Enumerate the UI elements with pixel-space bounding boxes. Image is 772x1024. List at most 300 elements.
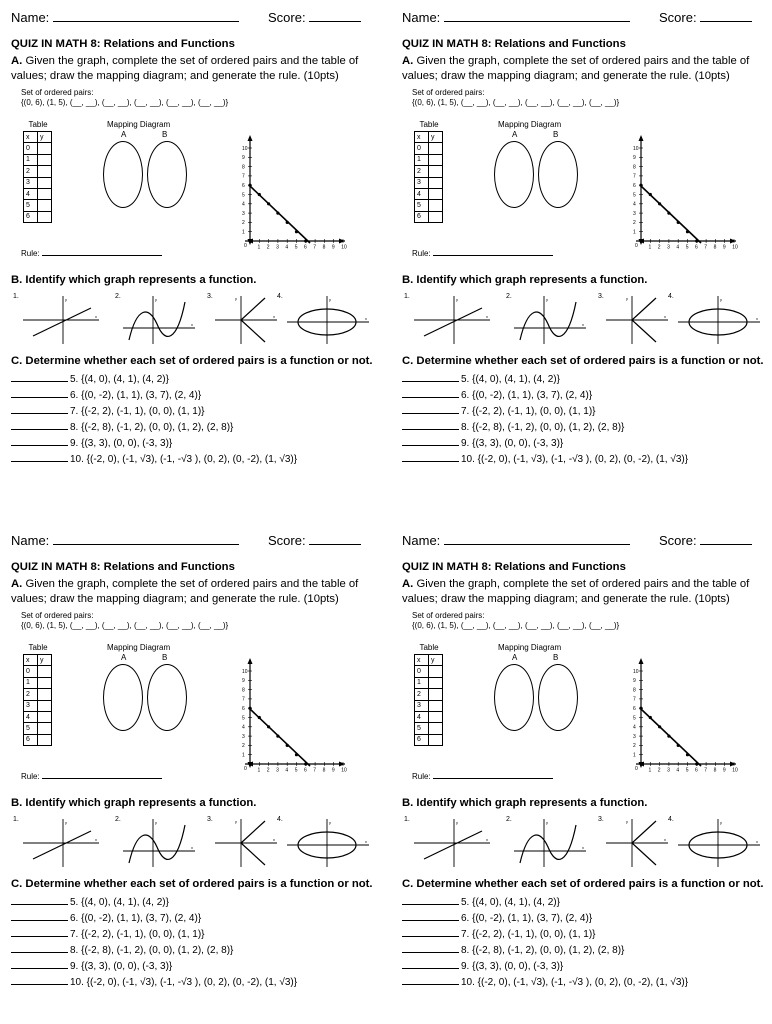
graph-point [658,202,661,205]
table-y-cell[interactable] [38,177,52,188]
table-y-cell[interactable] [429,188,443,199]
answer-blank[interactable] [402,928,459,937]
table-y-cell[interactable] [38,188,52,199]
answer-blank[interactable] [402,437,459,446]
table-y-cell[interactable] [38,734,52,745]
mapping-set-a-label: A [121,130,127,139]
svg-text:x: x [273,837,275,842]
graph-option-4[interactable] [283,817,373,869]
table-header-row [415,132,443,143]
part-c-title: C. Determine whether each set of ordered pairs is a function or not. [11,355,373,367]
y-tick-label: 6 [633,183,636,189]
table-caption: Table [419,643,439,652]
name-blank[interactable] [444,11,630,22]
list-item [11,896,169,908]
part-a-letter: A. [11,578,23,590]
table-header-y: y [38,132,52,143]
svg-text:y: y [235,296,237,301]
graph-option-1[interactable] [412,817,492,869]
rule-field[interactable] [412,771,553,781]
mapping-set-b-label: B [162,653,168,662]
table-x-cell: 3 [415,700,429,711]
answer-blank[interactable] [11,944,68,953]
mapping-set-a-oval[interactable] [494,664,534,731]
table-x-cell: 6 [24,211,38,222]
quiz-title: QUIZ IN MATH 8: Relations and Functions [402,38,626,50]
item-text: 5. {(4, 0), (4, 1), (4, 2)} [70,897,169,908]
y-tick-label: 5 [242,715,245,722]
table-row [415,677,443,688]
table-x-cell: 5 [24,723,38,734]
graph-option-4-number: 4. [277,816,283,823]
y-tick-label: 1 [633,752,636,759]
part-a-instructions [11,54,377,84]
svg-text:x: x [273,314,275,319]
score-field[interactable] [659,533,752,548]
answer-blank[interactable] [402,896,459,905]
list-item [402,373,560,385]
x-tick-label: 9 [722,244,726,251]
list-item [11,976,297,988]
svg-text:y: y [155,297,157,302]
graph-point [267,725,270,728]
table-header-x: x [415,655,429,666]
item-text: 8. {(-2, 8), (-1, 2), (0, 0), (1, 2), (2, 8)} [461,422,625,433]
answer-blank[interactable] [402,912,459,921]
table-row [24,666,52,677]
table-row [24,211,52,222]
mapping-set-b-oval[interactable] [538,141,578,208]
answer-blank[interactable] [402,421,459,430]
x-tick-label: 6 [304,244,307,251]
answer-blank[interactable] [11,912,68,921]
quiz-copy [11,533,381,1013]
line-graph [233,658,347,774]
x-tick-label: 9 [331,244,335,251]
table-row [415,666,443,677]
table-x-cell: 4 [415,711,429,722]
y-tick-label: 9 [633,678,636,685]
table-header-y: y [429,655,443,666]
rule-label: Rule: [412,249,431,258]
table-y-cell[interactable] [429,166,443,177]
table-x-cell: 0 [415,143,429,154]
table-x-cell: 6 [415,211,429,222]
mapping-set-a-label: A [512,130,518,139]
graph-point [295,230,298,233]
x-axis-arrow [730,762,736,767]
x-tick-label: 4 [285,767,289,774]
table-y-cell[interactable] [429,689,443,700]
name-blank[interactable] [444,534,630,545]
ordered-pairs-set[interactable]: {(0, 6), (1, 5), (__, __), (__, __), (__, __), (__, __), (__, __)} [21,621,229,630]
table-y-cell[interactable] [429,200,443,211]
x-tick-label: 5 [685,767,689,774]
item-text: 6. {(0, -2), (1, 1), (3, 7), (2, 4)} [461,913,593,924]
y-tick-label: 6 [242,706,245,712]
table-y-cell[interactable] [38,666,52,677]
table-of-values [414,654,443,746]
x-tick-label: 3 [667,244,670,251]
graph-origin-label: 0 [635,766,638,772]
graph-point [677,221,680,224]
table-header-y: y [38,655,52,666]
answer-blank[interactable] [11,960,68,969]
y-tick-label: 6 [242,183,245,189]
graph-option-2[interactable] [510,294,590,346]
svg-text:x: x [191,845,193,850]
part-a-letter: A. [402,55,414,67]
answer-blank[interactable] [402,960,459,969]
graph-origin-label: 0 [635,243,638,249]
ray-up [632,821,656,843]
x-tick-label: 9 [331,767,335,774]
rule-blank[interactable] [433,248,553,256]
table-x-cell: 6 [415,734,429,745]
graph-point [286,744,289,747]
table-x-cell: 4 [415,188,429,199]
table-y-cell[interactable] [38,200,52,211]
answer-blank[interactable] [11,389,68,398]
part-a-text: Given the graph, complete the set of ordered pairs and the table of values; draw the mapping diagram; and generate the rule. (10pts) [402,55,750,82]
y-tick-label: 6 [633,706,636,712]
rule-blank[interactable] [42,248,162,256]
name-field[interactable] [11,10,239,25]
y-tick-label: 7 [242,173,245,180]
y-tick-label: 3 [633,733,636,740]
table-y-cell[interactable] [429,666,443,677]
ordered-pairs-set[interactable]: {(0, 6), (1, 5), (__, __), (__, __), (__, __), (__, __), (__, __)} [412,98,620,107]
table-of-values [23,131,52,223]
table-row [415,689,443,700]
rule-field[interactable] [21,771,162,781]
score-blank[interactable] [309,11,361,22]
answer-blank[interactable] [402,944,459,953]
graph-point [267,202,270,205]
answer-blank[interactable] [402,453,459,462]
list-item [402,976,688,988]
table-row [415,723,443,734]
x-tick-label: 10 [732,767,738,774]
part-a-instructions [11,577,377,607]
y-tick-label: 9 [242,155,245,162]
wave-curve [129,302,185,340]
x-tick-label: 8 [713,767,717,774]
svg-text:x: x [664,314,666,319]
name-blank[interactable] [53,11,239,22]
name-blank[interactable] [53,534,239,545]
table-y-cell[interactable] [38,689,52,700]
y-tick-label: 8 [633,164,636,171]
graph-point [639,184,642,187]
table-row [24,677,52,688]
score-field[interactable] [268,533,361,548]
table-row [24,143,52,154]
quiz-title: QUIZ IN MATH 8: Relations and Functions [11,561,235,573]
answer-blank[interactable] [402,389,459,398]
diagonal-line [33,831,91,859]
table-x-cell: 3 [24,177,38,188]
graph-point [677,744,680,747]
table-y-cell[interactable] [38,700,52,711]
rule-blank[interactable] [433,771,553,779]
table-y-cell[interactable] [429,143,443,154]
mapping-set-a-oval[interactable] [103,141,143,208]
ordered-pairs-set[interactable]: {(0, 6), (1, 5), (__, __), (__, __), (__, __), (__, __), (__, __)} [412,621,620,630]
y-tick-label: 3 [242,210,245,217]
y-tick-label: 2 [242,743,245,750]
mapping-set-b-oval[interactable] [538,664,578,731]
svg-text:x: x [191,322,193,327]
score-field[interactable] [268,10,361,25]
quiz-copy [402,533,772,1013]
ordered-pairs-set[interactable]: {(0, 6), (1, 5), (__, __), (__, __), (__, __), (__, __), (__, __)} [21,98,229,107]
graph-option-1-number: 1. [13,293,19,300]
answer-blank[interactable] [11,373,68,382]
table-row [24,689,52,700]
y-tick-label: 10 [242,145,248,152]
graph-option-1[interactable] [412,294,492,346]
score-blank[interactable] [309,534,361,545]
graph-option-2-number: 2. [506,293,512,300]
graph-point [248,184,251,187]
list-item [11,960,172,972]
answer-blank[interactable] [11,976,68,985]
item-text: 7. {(-2, 2), (-1, 1), (0, 0), (1, 1)} [461,406,596,417]
table-y-cell[interactable] [429,700,443,711]
graph-option-4-number: 4. [668,293,674,300]
item-text: 9. {(3, 3), (0, 0), (-3, 3)} [70,961,173,972]
svg-text:x: x [756,839,758,844]
graph-option-1[interactable] [21,817,101,869]
graph-option-1-number: 1. [13,816,19,823]
table-of-values [414,131,443,223]
list-item [11,389,201,401]
list-item [11,453,297,465]
graph-point [276,212,279,215]
svg-text:x: x [582,845,584,850]
table-y-cell[interactable] [429,734,443,745]
y-tick-label: 5 [633,192,636,199]
table-row [415,188,443,199]
item-text: 9. {(3, 3), (0, 0), (-3, 3)} [70,438,173,449]
graph-point [286,221,289,224]
x-tick-label: 2 [657,767,661,774]
table-x-cell: 6 [24,734,38,745]
answer-blank[interactable] [11,405,68,414]
graph-point [667,735,670,738]
svg-text:y: y [720,820,722,825]
item-text: 6. {(0, -2), (1, 1), (3, 7), (2, 4)} [461,390,593,401]
table-row [24,723,52,734]
item-text: 10. {(-2, 0), (-1, √3), (-1, -√3 ), (0, 2), (0, -2), (1, √3)} [461,977,689,988]
table-y-cell[interactable] [429,677,443,688]
svg-text:y: y [65,297,67,302]
answer-blank[interactable] [402,405,459,414]
y-tick-label: 3 [242,733,245,740]
y-tick-label: 8 [633,687,636,694]
graph-option-4-number: 4. [668,816,674,823]
table-y-cell[interactable] [38,154,52,165]
answer-blank[interactable] [11,896,68,905]
score-blank[interactable] [700,534,752,545]
name-field[interactable] [402,10,630,25]
graph-option-2[interactable] [119,817,199,869]
table-y-cell[interactable] [429,723,443,734]
ordered-pairs-label: Set of ordered pairs: [412,611,485,620]
graph-option-2-number: 2. [115,293,121,300]
graph-option-3-number: 3. [598,816,604,823]
graph-option-4[interactable] [674,817,764,869]
mapping-set-b-oval[interactable] [147,664,187,731]
graph-option-3[interactable] [211,817,281,869]
quiz-title: QUIZ IN MATH 8: Relations and Functions [402,561,626,573]
name-label: Name: [402,533,441,548]
table-row [24,200,52,211]
table-row [24,188,52,199]
item-text: 8. {(-2, 8), (-1, 2), (0, 0), (1, 2), (2, 8)} [461,945,625,956]
rule-blank[interactable] [42,771,162,779]
table-header-row [24,655,52,666]
graph-option-2[interactable] [510,817,590,869]
y-tick-label: 4 [633,201,636,208]
table-header-x: x [24,132,38,143]
mapping-set-a-oval[interactable] [494,141,534,208]
graph-point [686,230,689,233]
part-a-instructions [402,54,768,84]
list-item [11,373,169,385]
y-tick-label: 1 [242,229,245,236]
x-tick-label: 4 [285,244,289,251]
x-tick-label: 7 [313,244,317,251]
graph-option-1[interactable] [21,294,101,346]
mapping-set-b-oval[interactable] [147,141,187,208]
graph-point [658,725,661,728]
ordered-pairs-label: Set of ordered pairs: [21,88,94,97]
y-tick-label: 2 [633,220,636,227]
table-x-cell: 2 [24,166,38,177]
graph-option-2[interactable] [119,294,199,346]
table-y-cell[interactable] [38,677,52,688]
score-label: Score: [659,533,697,548]
svg-text:x: x [95,314,97,319]
graph-option-4[interactable] [283,294,373,346]
answer-blank[interactable] [11,453,68,462]
table-of-values [23,654,52,746]
rule-field[interactable] [412,248,553,258]
item-text: 7. {(-2, 2), (-1, 1), (0, 0), (1, 1)} [461,929,596,940]
table-row [24,734,52,745]
svg-text:y: y [329,820,331,825]
table-header-y: y [429,132,443,143]
table-header-row [24,132,52,143]
list-item [402,421,624,433]
table-y-cell[interactable] [38,711,52,722]
table-x-cell: 3 [415,177,429,188]
y-tick-label: 10 [633,145,639,152]
answer-blank[interactable] [402,976,459,985]
mapping-diagram-caption: Mapping Diagram [498,643,562,652]
table-y-cell[interactable] [429,711,443,722]
score-field[interactable] [659,10,752,25]
quiz-copy [402,10,772,490]
quiz-copy [11,10,381,490]
table-y-cell[interactable] [38,723,52,734]
table-x-cell: 2 [415,166,429,177]
part-c-title: C. Determine whether each set of ordered pairs is a function or not. [402,355,764,367]
rule-field[interactable] [21,248,162,258]
answer-blank[interactable] [11,928,68,937]
name-field[interactable] [402,533,630,548]
table-x-cell: 0 [24,666,38,677]
ray-up [632,298,656,320]
table-y-cell[interactable] [38,143,52,154]
y-tick-label: 2 [633,743,636,750]
score-blank[interactable] [700,11,752,22]
score-label: Score: [659,10,697,25]
name-field[interactable] [11,533,239,548]
table-row [24,700,52,711]
y-tick-label: 10 [633,668,639,675]
ray-down [241,843,265,865]
graph-option-3[interactable] [602,817,672,869]
answer-blank[interactable] [402,373,459,382]
x-tick-label: 4 [676,244,680,251]
list-item [402,453,688,465]
ray-up [241,298,265,320]
table-y-cell[interactable] [38,166,52,177]
x-tick-label: 8 [322,244,326,251]
y-tick-label: 1 [633,229,636,236]
wave-curve [520,302,576,340]
graph-point [695,762,698,765]
wave-curve [129,825,185,863]
graph-option-3[interactable] [211,294,281,346]
table-header-row [415,655,443,666]
mapping-set-b-label: B [553,653,559,662]
item-text: 5. {(4, 0), (4, 1), (4, 2)} [461,374,560,385]
graph-option-4[interactable] [674,294,764,346]
mapping-set-a-label: A [512,653,518,662]
table-y-cell[interactable] [429,211,443,222]
list-item [11,944,233,956]
svg-text:y: y [456,820,458,825]
table-row [415,166,443,177]
svg-text:x: x [756,316,758,321]
diagonal-line [424,308,482,336]
graph-option-3[interactable] [602,294,672,346]
y-axis-arrow [248,658,253,664]
mapping-set-a-oval[interactable] [103,664,143,731]
answer-blank[interactable] [11,437,68,446]
table-y-cell[interactable] [429,177,443,188]
answer-blank[interactable] [11,421,68,430]
list-item [402,960,563,972]
rule-label: Rule: [21,772,40,781]
svg-text:x: x [582,322,584,327]
x-tick-label: 1 [648,767,652,774]
table-x-cell: 1 [415,677,429,688]
table-x-cell: 1 [415,154,429,165]
y-axis-arrow [248,135,253,141]
x-tick-label: 5 [294,244,298,251]
table-y-cell[interactable] [38,211,52,222]
graph-option-2-number: 2. [115,816,121,823]
table-y-cell[interactable] [429,154,443,165]
x-tick-label: 6 [695,244,698,251]
table-x-cell: 5 [415,200,429,211]
list-item [402,405,596,417]
